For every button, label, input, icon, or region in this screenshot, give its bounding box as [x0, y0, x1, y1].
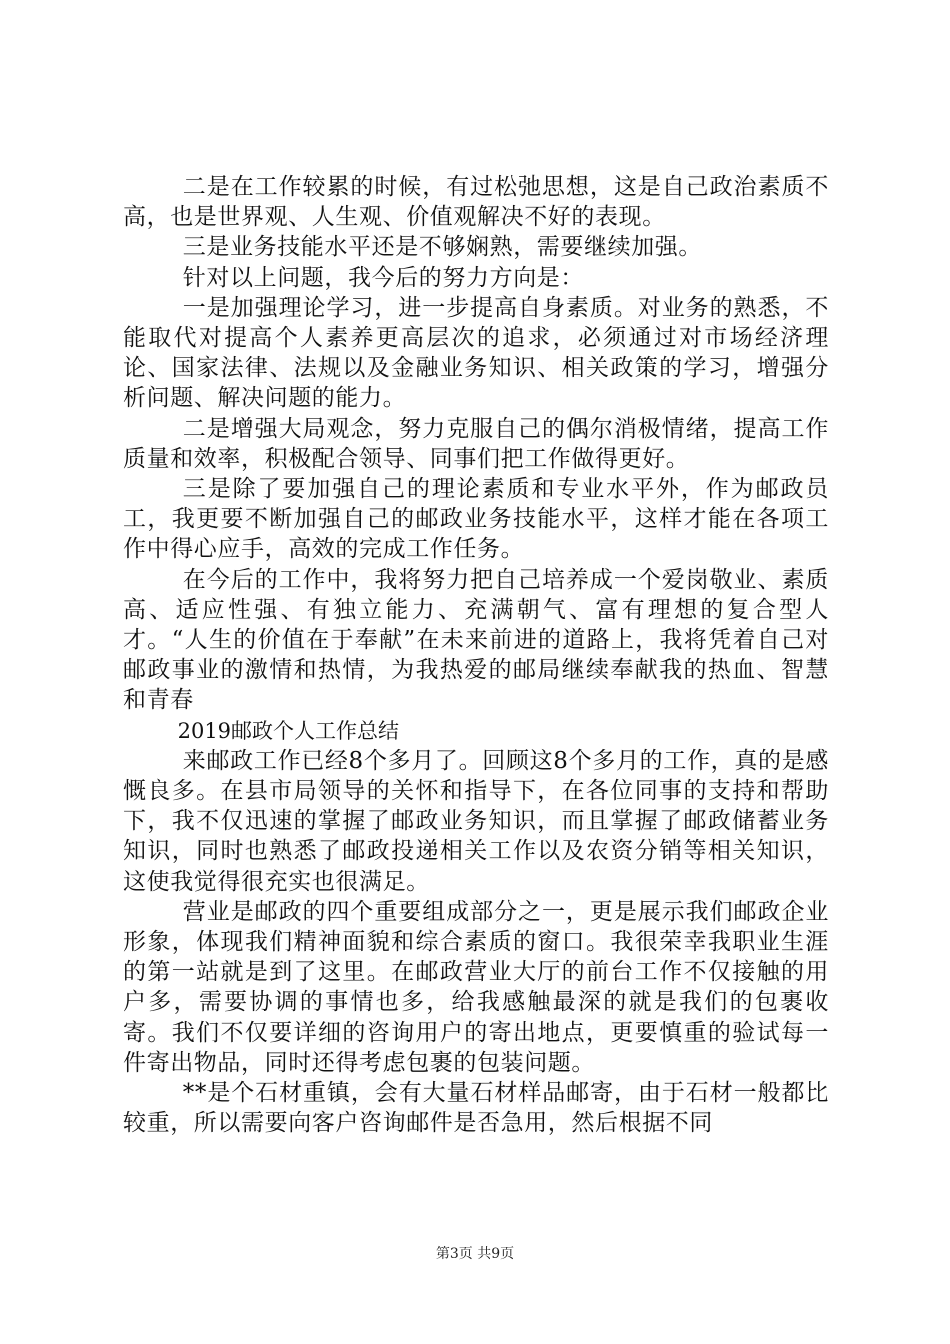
document-body — [123, 172, 829, 1139]
paragraph: 三是业务技能水平还是不够娴熟，需要继续加强。 — [182, 234, 702, 261]
paragraph: 针对以上问题，我今后的努力方向是： — [182, 264, 584, 291]
page-number-footer: 第3页 共9页 — [435, 1246, 515, 1262]
paragraph: 在今后的工作中，我将努力把自己培养成一个爱岗敬业、素质高、适应性强、有独立能力、充满朝气、富有理想的复合型人才。“人生的价值在于奉献”在未来前进的道路上，我将凭着自己对邮政事业的激情和热情，为我热爱的邮局继续奉献我的热血、智慧和青春 — [123, 566, 829, 714]
paragraph: 营业是邮政的四个重要组成部分之一，更是展示我们邮政企业形象，体现我们精神面貌和综合素质的窗口。我很荣幸我职业生涯的第一站就是到了这里。在邮政营业大厅的前台工作不仅接触的用户多，需要协调的事情也多，给我感触最深的就是我们的包裹收寄。我们不仅要详细的咨询用户的寄出地点，更要慎重的验试每一件寄出物品，同时还得考虑包裹的包装问题。 — [123, 898, 829, 1076]
section-title: 2019邮政个人工作总结 — [177, 718, 400, 743]
paragraph: 二是增强大局观念，努力克服自己的偶尔消极情绪，提高工作质量和效率，积极配合领导、同事们把工作做得更好。 — [123, 415, 829, 472]
paragraph: 一是加强理论学习，进一步提高自身素质。对业务的熟悉，不能取代对提高个人素养更高层次的追求，必须通过对市场经济理论、国家法律、法规以及金融业务知识、相关政策的学习，增强分析问题、解决问题的能力。 — [123, 294, 829, 412]
paragraph: 三是除了要加强自己的理论素质和专业水平外，作为邮政员工，我更要不断加强自己的邮政业务技能水平，这样才能在各项工作中得心应手，高效的完成工作任务。 — [123, 476, 829, 563]
paragraph: 二是在工作较累的时候，有过松弛思想，这是自己政治素质不高，也是世界观、人生观、价值观解决不好的表现。 — [123, 174, 829, 231]
paragraph: **是个石材重镇，会有大量石材样品邮寄，由于石材一般都比较重，所以需要向客户咨询邮件是否急用，然后根据不同 — [123, 1080, 829, 1137]
paragraph: 来邮政工作已经8个多月了。回顾这8个多月的工作，真的是感慨良多。在县市局领导的关怀和指导下，在各位同事的支持和帮助下，我不仅迅速的掌握了邮政业务知识，而且掌握了邮政储蓄业务知识，同时也熟悉了邮政投递相关工作以及农资分销等相关知识，这使我觉得很充实也很满足。 — [123, 747, 829, 895]
